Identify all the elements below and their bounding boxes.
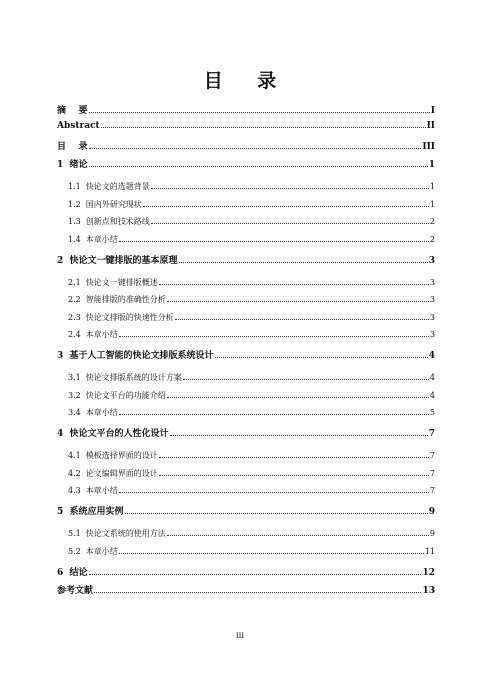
toc-entry (57, 348, 435, 361)
toc-entry-page: 7 (429, 468, 435, 478)
toc-entry (57, 372, 435, 383)
toc-entry (57, 468, 435, 479)
toc-entry (57, 390, 435, 401)
toc-entry-page: 12 (422, 567, 435, 578)
toc-leader-dots (151, 188, 429, 189)
toc-entry (57, 199, 435, 210)
toc-entry-label: 3.4 本章小结 (68, 408, 118, 417)
toc-entry (57, 546, 435, 557)
toc-entry-label: 3 基于人工智能的快论文排版系统设计 (57, 351, 214, 361)
toc-leader-dots (119, 414, 429, 415)
toc-entry (57, 139, 435, 152)
toc-leader-dots (175, 319, 429, 320)
toc-entry-label: 2.3 快论文排版的快速性分析 (68, 312, 174, 322)
toc-entry (57, 234, 435, 245)
toc-entry-page: 3 (429, 295, 435, 304)
toc-entry (57, 329, 435, 340)
toc-leader-dots (89, 166, 428, 167)
toc-entry-label: 6 结论 (57, 567, 88, 578)
toc-entry-page: 1 (428, 160, 435, 170)
toc-leader-dots (167, 535, 429, 536)
toc-entry (57, 583, 435, 596)
toc-entry-page: 3 (429, 330, 435, 339)
toc-entry-page: 7 (429, 451, 435, 460)
toc-entry (57, 277, 435, 288)
toc-entry (57, 312, 435, 323)
toc-entry (57, 528, 435, 539)
toc-entry-page: 4 (428, 351, 435, 361)
toc-entry (57, 121, 435, 131)
toc-entry-label: 1.3 创新点和技术路线 (68, 217, 150, 226)
toc-leader-dots (94, 592, 421, 593)
toc-entry-page: 3 (428, 255, 435, 266)
toc-leader-dots (119, 492, 429, 493)
toc-entry (57, 253, 435, 266)
toc-entry-page: 4 (429, 373, 435, 382)
toc-entry-page: 5 (429, 408, 435, 417)
toc-leader-dots (183, 379, 429, 380)
toc-entry-label: 1.1 快论文的选题背景 (68, 182, 150, 191)
toc-leader-dots (101, 127, 426, 128)
toc-entry-page: 9 (428, 507, 435, 517)
toc-leader-dots (89, 148, 422, 149)
toc-leader-dots (119, 553, 424, 554)
toc-entry-page: 9 (429, 529, 435, 538)
toc-entry-label: 5 系统应用实例 (57, 507, 124, 517)
toc-entry-page: I (430, 106, 435, 116)
toc-entry-label: 3.2 快论文平台的功能介绍 (68, 390, 166, 400)
toc-entry-page: 3 (429, 277, 435, 287)
toc-entry (57, 565, 435, 578)
toc-entry-label: 2.1 快论文一键排版概述 (68, 277, 158, 287)
toc-entry-page: 13 (422, 585, 435, 596)
toc-leader-dots (159, 284, 429, 285)
toc-entry-label: 参考文献 (57, 585, 94, 596)
toc-leader-dots (151, 223, 429, 224)
toc-leader-dots (167, 397, 429, 398)
toc-leader-dots (167, 301, 429, 302)
toc-leader-dots (215, 357, 428, 358)
toc-leader-dots (119, 241, 429, 242)
toc-entry-label: 1 绪论 (57, 160, 88, 170)
toc-entry (57, 294, 435, 305)
toc-entry-page: II (426, 121, 435, 131)
toc-entry-label: 3.1 快论文排版系统的设计方案 (68, 373, 182, 382)
toc-entry-page: 2 (429, 234, 435, 244)
toc-entry-page: 3 (429, 312, 435, 322)
toc-entry-page: III (422, 142, 435, 152)
toc-entry (57, 216, 435, 227)
toc-leader-dots (119, 336, 429, 337)
toc-leader-dots (125, 513, 428, 514)
toc-entry-label: 4.1 模板选择界面的设计 (68, 451, 158, 460)
toc-leader-dots (170, 435, 428, 436)
toc-leader-dots (159, 475, 429, 476)
toc-entry-label: 摘 要 (57, 106, 88, 116)
toc-leader-dots (143, 206, 429, 207)
page-number: III (235, 632, 245, 640)
page-title: 目 录 (203, 70, 291, 92)
toc-entry-page: 11 (424, 546, 435, 556)
toc-entry (57, 450, 435, 461)
toc-entry-label: Abstract (57, 121, 100, 131)
toc-entry-page: 2 (429, 217, 435, 226)
toc-entry-label: 4.3 本章小结 (68, 486, 118, 495)
toc-entry-label: 目 录 (57, 142, 88, 152)
toc-entry (57, 407, 435, 418)
toc-entry-page: 4 (429, 390, 435, 400)
toc-entry (57, 485, 435, 496)
toc-entry-label: 5.2 本章小结 (68, 546, 118, 556)
toc-leader-dots (89, 574, 422, 575)
toc-leader-dots (179, 262, 428, 263)
toc-entry-label: 2 快论文一键排版的基本原理 (57, 255, 178, 266)
toc-entry-label: 1.4 本章小结 (68, 234, 118, 244)
toc-entry-label: 4.2 论文编辑界面的设计 (68, 468, 158, 478)
toc-entry (57, 504, 435, 517)
toc-entry-page: 7 (429, 486, 435, 495)
toc-entry (57, 181, 435, 192)
toc-entry (57, 103, 435, 116)
toc-entry (57, 426, 435, 439)
toc-entry-label: 2.2 智能排版的准确性分析 (68, 295, 166, 304)
toc-entry-label: 2.4 本章小结 (68, 330, 118, 339)
toc-leader-dots (159, 457, 429, 458)
toc-entry-label: 1.2 国内外研究现状 (68, 199, 142, 209)
toc-entry-page: 1 (429, 182, 435, 191)
toc-entry-label: 5.1 快论文系统的使用方法 (68, 529, 166, 538)
toc-entry-page: 7 (428, 429, 435, 439)
toc-leader-dots (89, 112, 430, 113)
toc-entry (57, 157, 435, 170)
toc-entry-page: 1 (429, 199, 435, 209)
toc-entry-label: 4 快论文平台的人性化设计 (57, 429, 169, 439)
